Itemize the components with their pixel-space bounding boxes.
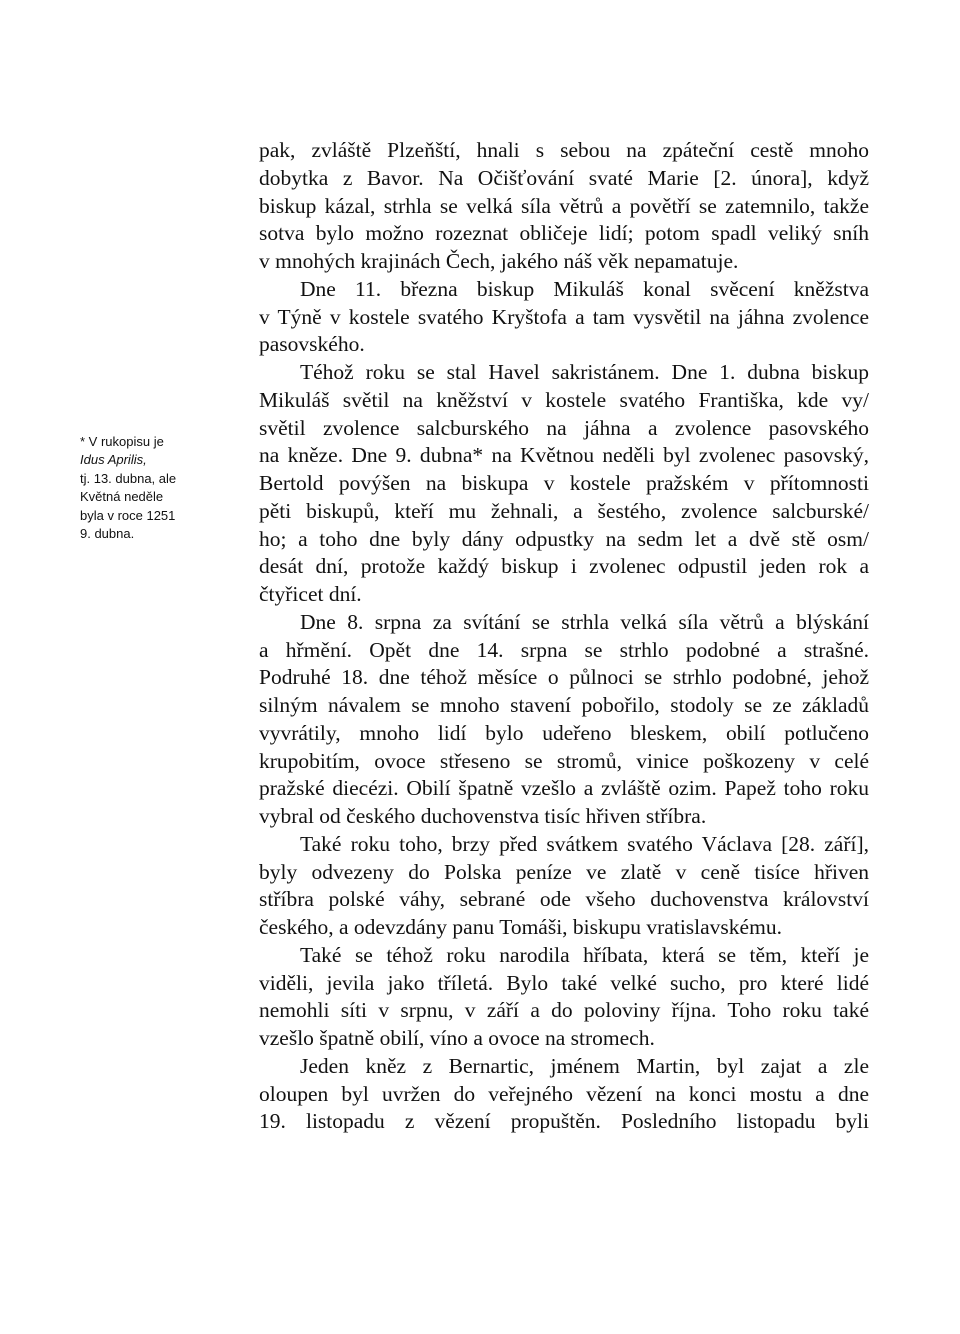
footnote-line: Idus Aprilis, [80, 452, 147, 468]
text-line: Podruhé 18. dne téhož měsíce o půlnoci se strhlo podobné, jehož [259, 665, 869, 690]
text-line: Bertold povýšen na biskupa v kostele pražském v přítomnosti [259, 471, 869, 495]
text-line: Jeden kněz z Bernartic, jménem Martin, byl zajat a zle [300, 1053, 869, 1078]
text-line: ho; a toho dne byly dány odpustky na sedm let a dvě stě osm/ [259, 526, 869, 551]
text-line: Dne 11. března biskup Mikuláš konal svěcení kněžstva [300, 276, 869, 301]
text-line: Dne 8. srpna za svítání se strhla velká síla větrů a blýskání [300, 609, 869, 634]
text-line: Také roku toho, brzy před svátkem svatého Václava [28. září], [300, 831, 869, 856]
text-line: českého, a odevzdány panu Tomáši, biskupu vratislavskému. [259, 915, 782, 939]
footnote-line: Květná neděle [80, 489, 164, 505]
text-line: pak, zvláště Plzeňští, hnali s sebou na zpáteční cestě mnoho [259, 138, 869, 162]
text-line: sotva bylo možno rozeznat obličeje lidí; potom spadl veliký sníh [259, 221, 869, 246]
text-line: stříbra polské váhy, sebrané ode všeho duchovenstva království [259, 887, 869, 912]
text-line: 19. listopadu z vězení propuštěn. Posledního listopadu byli [259, 1109, 869, 1134]
footnote-line: * V rukopisu je [80, 434, 164, 449]
text-line: viděli, jevila jako tříletá. Bylo také velké sucho, pro které lidé [259, 970, 869, 995]
text-line: čtyřicet dní. [259, 582, 362, 606]
text-line: na kněze. Dne 9. dubna* na Květnou neděli byl zvolenec pasovský, [259, 443, 869, 468]
text-line: vybral od českého duchovenstva tisíc hřiven stříbra. [259, 804, 707, 828]
text-line: v Týně v kostele svatého Kryštofa a tam vysvětil na jáhna zvolence [259, 304, 869, 329]
text-line: Téhož roku se stal Havel sakristánem. Dne 1. dubna biskup [300, 360, 869, 384]
footnote-line: byla v roce 1251 [80, 507, 176, 523]
text-line: oloupen byl uvržen do veřejného vězení na konci mostu a dne [259, 1081, 869, 1106]
text-line: desát dní, protože každý biskup i zvolenec odpustil jeden rok a [259, 554, 869, 579]
text-line: byly odvezeny do Polska peníze ve zlatě v ceně tisíce hřiven [259, 859, 869, 884]
text-line: v mnohých krajinách Čech, jakého náš věk nepamatuje. [259, 249, 739, 273]
footnote-line: 9. dubna. [80, 526, 135, 542]
text-line: pasovského. [259, 332, 365, 357]
text-line: vyvrátily, mnoho lidí bylo udeřeno bleskem, obilí potlučeno [259, 720, 869, 745]
text-line: a hřmění. Opět dne 14. srpna se strhlo podobné a strašné. [259, 637, 869, 662]
text-line: vzešlo špatně obilí, víno a ovoce na stromech. [259, 1026, 655, 1050]
chronicle-text [259, 137, 869, 1136]
text-line: Také se téhož roku narodila hříbata, která se těm, kteří je [300, 942, 869, 967]
text-line: dobytka z Bavor. Na Očišťování svaté Marie [2. února], když [259, 165, 869, 190]
margin-footnote [80, 433, 230, 543]
text-line: pražské diecézi. Obilí špatně vzešlo a zvláště ozim. Papež toho roku [259, 776, 869, 801]
text-line: silným návalem se mnoho stavení pobořilo, stodoly se ze základů [259, 693, 869, 717]
footnote-line: tj. 13. dubna, ale [80, 470, 177, 486]
text-line: nemohli síti v srpnu, v září a do poloviny října. Toho roku také [259, 998, 869, 1023]
text-line: biskup kázal, strhla se velká síla větrů a povětří se zatemnilo, takže [259, 193, 869, 218]
text-line: Mikuláš světil na kněžství v kostele svatého Františka, kde vy/ [259, 387, 869, 412]
text-line: světil zvolence salcburského na jáhna a zvolence pasovského [259, 415, 869, 440]
text-line: krupobitím, ovoce střeseno se stromů, vinice poškozeny v celé [259, 748, 869, 773]
text-line: pěti biskupů, kteří mu žehnali, a šestého, zvolence salcburské/ [259, 498, 869, 523]
